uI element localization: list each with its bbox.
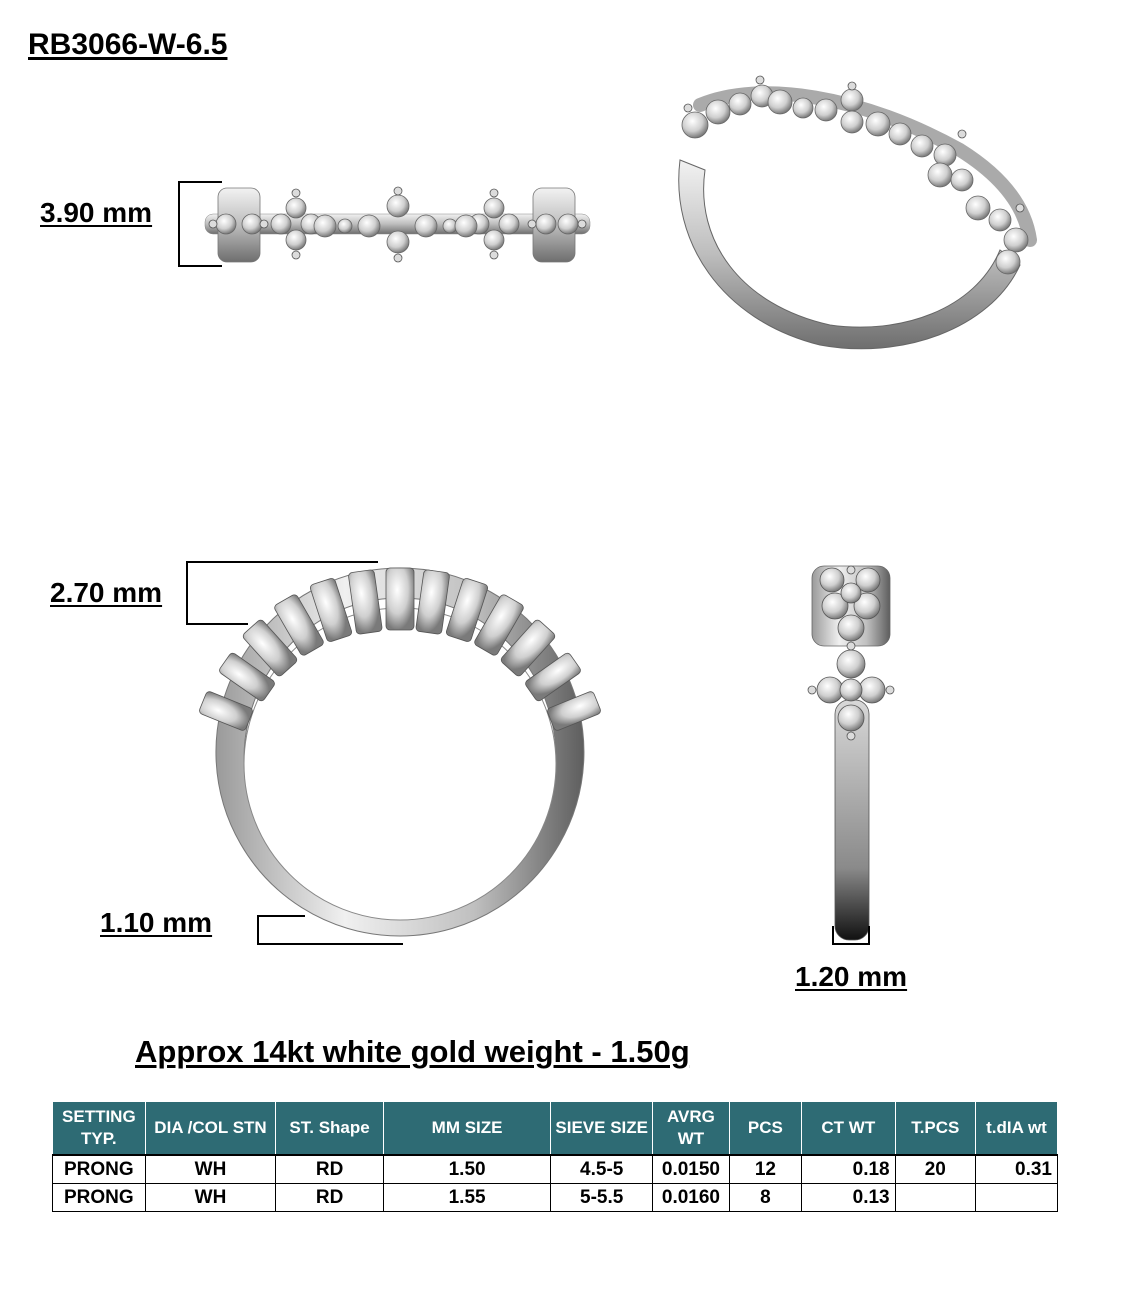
table-header-row — [53, 1102, 1058, 1156]
header-avrg-wt: AVRG WT — [653, 1102, 730, 1156]
cell-total-pcs — [895, 1184, 975, 1212]
cell-stone-shape: RD — [276, 1155, 384, 1184]
table-row — [53, 1155, 1058, 1184]
front-view-drawing — [187, 562, 602, 944]
cell-total-dia-wt: 0.31 — [975, 1155, 1057, 1184]
header-total-pcs: T.PCS — [895, 1102, 975, 1156]
header-dia-col-stn: DIA /COL STN — [145, 1102, 276, 1156]
cell-sieve-size: 4.5-5 — [551, 1155, 653, 1184]
stone-spec-table — [52, 1101, 1058, 1212]
dimension-label-band-thickness: 1.10 mm — [100, 907, 213, 938]
product-code-title: RB3066-W-6.5 — [28, 28, 228, 61]
header-stone-shape: ST. Shape — [276, 1102, 384, 1156]
gold-weight-label: Approx 14kt white gold weight - 1.50g — [135, 1034, 690, 1069]
cell-dia-col-stn: WH — [145, 1184, 276, 1212]
cell-pcs: 12 — [729, 1155, 801, 1184]
cell-dia-col-stn: WH — [145, 1155, 276, 1184]
perspective-view-drawing — [679, 76, 1030, 349]
cell-pcs: 8 — [729, 1184, 801, 1212]
header-sieve-size: SIEVE SIZE — [551, 1102, 653, 1156]
cell-avrg-wt: 0.0150 — [653, 1155, 730, 1184]
dimension-label-width: 3.90 mm — [40, 197, 153, 228]
cell-setting-type: PRONG — [53, 1184, 146, 1212]
cell-mm-size: 1.50 — [383, 1155, 550, 1184]
cell-stone-shape: RD — [276, 1184, 384, 1212]
header-ct-wt: CT WT — [801, 1102, 895, 1156]
side-view-drawing — [808, 566, 894, 944]
header-setting-type: SETTING TYP. — [53, 1102, 146, 1156]
dimension-label-band-width: 1.20 mm — [795, 961, 908, 992]
dimension-label-height: 2.70 mm — [50, 577, 163, 608]
cell-ct-wt: 0.13 — [801, 1184, 895, 1212]
header-mm-size: MM SIZE — [383, 1102, 550, 1156]
table-row — [53, 1184, 1058, 1212]
cell-total-pcs: 20 — [895, 1155, 975, 1184]
cell-sieve-size: 5-5.5 — [551, 1184, 653, 1212]
top-view-drawing — [179, 182, 590, 266]
cell-total-dia-wt — [975, 1184, 1057, 1212]
cell-avrg-wt: 0.0160 — [653, 1184, 730, 1212]
cell-setting-type: PRONG — [53, 1155, 146, 1184]
header-total-dia-wt: t.dIA wt — [975, 1102, 1057, 1156]
header-pcs: PCS — [729, 1102, 801, 1156]
cell-ct-wt: 0.18 — [801, 1155, 895, 1184]
cell-mm-size: 1.55 — [383, 1184, 550, 1212]
